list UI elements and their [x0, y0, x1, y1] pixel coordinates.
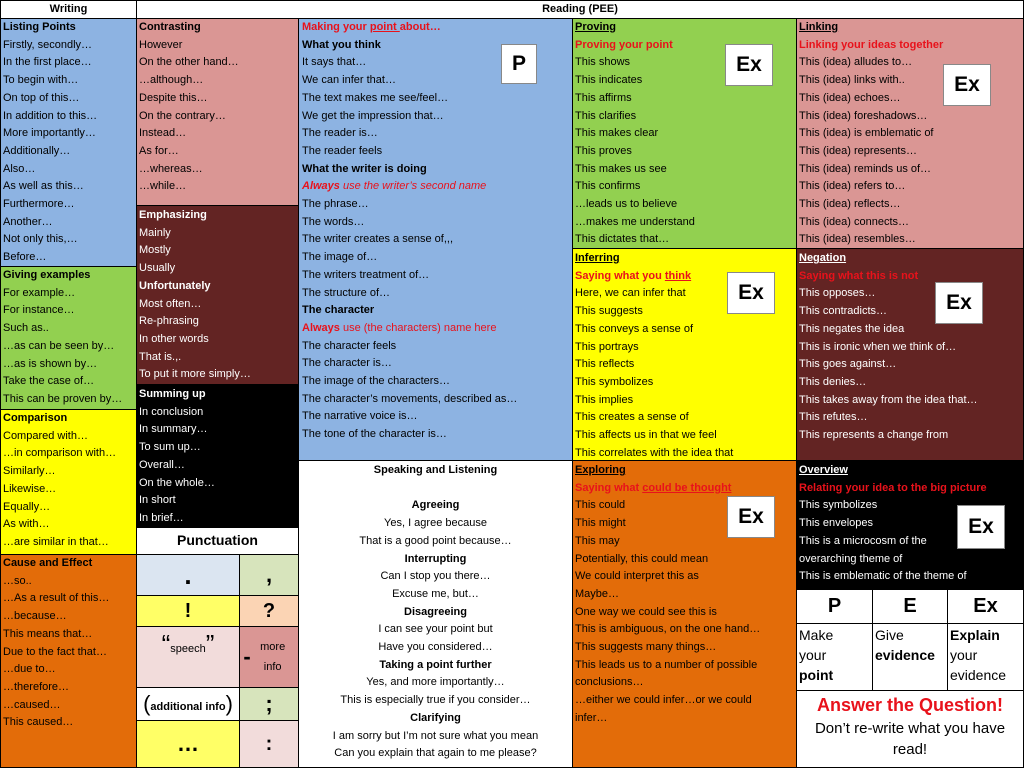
speech-word: speech	[170, 643, 206, 655]
exploring-subtitle: Saying what could be thought	[575, 481, 732, 494]
list-item: However	[139, 38, 183, 51]
list-item: Maybe…	[575, 587, 620, 600]
speech-cell	[136, 626, 240, 688]
list-item: The image of…	[302, 251, 378, 264]
list-item: In conclusion	[139, 405, 204, 418]
list-item: Compared with…	[3, 429, 88, 442]
list-item: This refutes…	[799, 411, 868, 424]
list-item: infer…	[575, 711, 608, 724]
list-item: The reader feels	[302, 144, 383, 157]
list-item: This leads us to a number of possible	[575, 658, 758, 671]
list-item: That is.,.	[139, 350, 182, 363]
list-item: This confirms	[575, 180, 641, 193]
ex-desc-line: your	[950, 647, 978, 663]
p-desc-line: Make	[799, 627, 834, 643]
list-item: conclusions…	[575, 676, 644, 689]
contrasting-title: Contrasting	[139, 21, 201, 33]
overview-panel	[796, 460, 1024, 590]
list-item: This can be proven by…	[3, 392, 123, 405]
summing-panel	[136, 384, 299, 528]
pee-p-desc	[796, 623, 873, 691]
list-item: Another…	[3, 215, 53, 228]
answer-panel	[796, 690, 1024, 768]
list-item: …so..	[3, 574, 32, 587]
point-panel	[298, 18, 573, 461]
inferring-title: Inferring	[575, 252, 620, 264]
negation-tag: Ex	[935, 282, 983, 324]
proving-title: Proving	[575, 21, 616, 33]
list-item: This dictates that…	[575, 233, 670, 246]
list-item: The narrative voice is…	[302, 410, 418, 423]
list-item: For example…	[3, 286, 76, 299]
list-item: …As a result of this…	[3, 592, 110, 605]
list-item: This (idea) resembles…	[799, 233, 916, 246]
list-item: Firstly, secondly…	[3, 38, 93, 51]
list-item: On the contrary…	[139, 109, 226, 122]
exploring-tag: Ex	[727, 496, 775, 538]
list-item: As for…	[139, 144, 179, 157]
list-item: The structure of…	[302, 286, 391, 299]
list-item: We could interpret this as	[575, 570, 699, 583]
list-item: This (idea) represents…	[799, 144, 917, 157]
comma-cell: ,	[239, 554, 299, 596]
list-item: To begin with…	[3, 74, 79, 87]
list-item: Also…	[3, 162, 36, 175]
list-item: This affects us in that we feel	[575, 429, 717, 442]
list-item: Mainly	[139, 226, 171, 239]
list-item: In other words	[139, 332, 209, 345]
list-item: Most often…	[139, 297, 202, 310]
list-item: …because…	[3, 610, 67, 623]
list-item: This clarifies	[575, 109, 637, 122]
point-title: Making your point about…	[302, 21, 441, 33]
list-item: We can infer that…	[302, 74, 396, 87]
answer-line: Don’t re-write what you have read!	[814, 720, 1006, 758]
list-item: This reflects	[575, 358, 635, 371]
list-item: This indicates	[575, 74, 643, 87]
phrase: Can you explain that again to me please?	[334, 747, 537, 760]
list-item: This portrays	[575, 340, 639, 353]
list-item: The reader is…	[302, 127, 378, 140]
inferring-panel	[572, 248, 797, 461]
dash-cell	[239, 626, 299, 688]
reading-header: Reading (PEE)	[136, 0, 1024, 19]
semicolon-cell: ;	[239, 687, 299, 721]
ex-desc-line: Explain	[950, 627, 1000, 643]
inferring-subtitle: Saying what you think	[575, 269, 692, 282]
list-item: This takes away from the idea that…	[799, 393, 978, 406]
list-item: This denies…	[799, 375, 867, 388]
list-item: This (idea) reminds us of…	[799, 162, 932, 175]
p-desc-line: your	[799, 647, 827, 663]
list-item: This goes against…	[799, 358, 897, 371]
list-item: More importantly…	[3, 127, 96, 140]
pee-p-header: P	[796, 589, 873, 624]
comparison-panel	[0, 409, 137, 555]
cause-effect-panel	[0, 554, 137, 768]
dash-mark: -	[243, 644, 251, 669]
list-item: Such as..	[3, 322, 49, 335]
interrupt-heading: Interrupting	[404, 552, 467, 565]
phrase: Have you considered…	[378, 641, 493, 654]
list-item: This affirms	[575, 91, 632, 104]
phrase: Yes, and more importantly…	[366, 676, 505, 689]
list-item: As with…	[3, 518, 50, 531]
answer-title: Answer the Question!	[816, 695, 1004, 715]
exploring-panel	[572, 460, 797, 768]
list-item: The text makes me see/feel…	[302, 91, 449, 104]
list-item: …therefore…	[3, 680, 70, 693]
listing-title: Listing Points	[3, 21, 76, 33]
pee-e-desc	[872, 623, 948, 691]
list-item: In summary…	[139, 423, 208, 436]
phrase: I can see your point but	[378, 623, 493, 636]
disagree-heading: Disagreeing	[404, 605, 467, 618]
list-item: This (idea) links with..	[799, 74, 905, 87]
list-item: Additionally…	[3, 144, 71, 157]
list-item: The character feels	[302, 339, 397, 352]
list-item: This might	[575, 517, 626, 530]
overview-title: Overview	[799, 464, 848, 476]
list-item: In short	[139, 494, 176, 507]
examples-title: Giving examples	[3, 269, 91, 281]
list-item: …whereas…	[139, 162, 203, 175]
dash-text: more info	[260, 641, 286, 673]
list-item: This (idea) connects…	[799, 215, 910, 228]
negation-panel	[796, 248, 1024, 461]
list-item: This envelopes	[799, 517, 873, 530]
phrase: Can I stop you there…	[380, 570, 491, 583]
list-item: This negates the idea	[799, 322, 905, 335]
phrase: This is especially true if you consider…	[340, 694, 531, 707]
examples-panel	[0, 266, 137, 410]
list-item: It says that…	[302, 56, 367, 69]
list-item: In the first place…	[3, 56, 92, 69]
point-subheading: The character	[302, 304, 375, 317]
list-item: Before…	[3, 251, 47, 264]
list-item: …as is shown by…	[3, 357, 98, 370]
list-item: …while…	[139, 180, 187, 193]
emphasizing-panel	[136, 205, 299, 385]
list-item: This conveys a sense of	[575, 322, 694, 335]
list-item: Here, we can infer that	[575, 287, 686, 300]
list-item: Overall…	[139, 458, 185, 471]
list-item: As well as this…	[3, 180, 84, 193]
list-item: Usually	[139, 262, 176, 275]
list-item: Due to the fact that…	[3, 645, 107, 658]
list-item: Not only this,…	[3, 233, 78, 246]
linking-panel	[796, 18, 1024, 249]
point-subheading: What you think	[302, 38, 381, 51]
list-item: …as can be seen by…	[3, 339, 115, 352]
list-item: This (idea) is emblematic of	[799, 127, 934, 140]
pee-ex-header: Ex	[947, 589, 1024, 624]
negation-subtitle: Saying what this is not	[799, 269, 919, 282]
clarify-heading: Clarifying	[410, 711, 461, 724]
list-item: This opposes…	[799, 287, 876, 300]
list-item: …leads us to believe	[575, 198, 678, 211]
list-item: This (idea) echoes…	[799, 91, 901, 104]
point-subheading: What the writer is doing	[302, 162, 427, 175]
list-item: …due to…	[3, 663, 56, 676]
cause-title: Cause and Effect	[3, 557, 93, 569]
list-item: overarching theme of	[799, 552, 903, 565]
point-tag: P	[501, 44, 537, 84]
list-item: This may	[575, 534, 620, 547]
list-item: In addition to this…	[3, 109, 98, 122]
proving-tag: Ex	[725, 44, 773, 86]
listing-points-panel	[0, 18, 137, 267]
list-item: The character’s movements, described as…	[302, 392, 518, 405]
list-item: Instead…	[139, 127, 187, 140]
list-item: This means that…	[3, 627, 93, 640]
speaking-panel	[298, 460, 573, 768]
negation-title: Negation	[799, 252, 847, 264]
list-item: This is ambiguous, on the one hand…	[575, 623, 761, 636]
list-item: This (idea) foreshadows…	[799, 109, 928, 122]
list-item: This represents a change from	[799, 429, 949, 442]
list-item: …are similar in that…	[3, 535, 109, 548]
emphasizing-subtitle: Unfortunately	[139, 279, 211, 292]
list-item: Take the case of…	[3, 375, 95, 388]
paren-open: (	[143, 691, 151, 716]
list-item: The phrase…	[302, 198, 369, 211]
list-item: This (idea) alludes to…	[799, 56, 913, 69]
list-item: This could	[575, 499, 626, 512]
agree-heading: Agreeing	[411, 499, 460, 512]
list-item: On the whole…	[139, 476, 215, 489]
linking-tag: Ex	[943, 64, 991, 106]
list-item: In brief…	[139, 511, 184, 524]
emphasizing-title: Emphasizing	[139, 209, 207, 221]
parentheses-cell	[136, 687, 240, 721]
list-item: This suggests many things…	[575, 641, 717, 654]
linking-subtitle: Linking your ideas together	[799, 38, 944, 51]
list-item: To put it more simply…	[139, 368, 251, 381]
writing-header: Writing	[0, 0, 137, 19]
exclaim-cell: !	[136, 595, 240, 627]
quote-open: “	[161, 629, 171, 659]
list-item: The words…	[302, 215, 365, 228]
list-item: This correlates with the idea that	[575, 446, 734, 459]
list-item: The image of the characters…	[302, 375, 450, 388]
proving-subtitle: Proving your point	[575, 38, 673, 51]
list-item: This makes us see	[575, 162, 667, 175]
question-cell: ?	[239, 595, 299, 627]
list-item: This proves	[575, 144, 632, 157]
list-item: This is a microcosm of the	[799, 534, 927, 547]
further-heading: Taking a point further	[379, 658, 492, 671]
list-item: This is emblematic of the theme of	[799, 570, 967, 583]
list-item: Mostly	[139, 244, 171, 257]
list-item: This caused…	[3, 716, 74, 729]
quote-close: ”	[205, 629, 215, 659]
e-desc-line: Give	[875, 627, 904, 643]
colon-cell: :	[239, 720, 299, 768]
list-item: This suggests	[575, 305, 643, 318]
list-item: This implies	[575, 393, 634, 406]
phrase: That is a good point because…	[359, 534, 512, 547]
list-item: We get the impression that…	[302, 109, 444, 122]
paren-close: )	[225, 691, 233, 716]
writer-note: Always use the writer’s second name	[302, 180, 487, 193]
full-stop-cell: .	[136, 554, 240, 596]
list-item: This contradicts…	[799, 305, 888, 318]
ex-desc-line: evidence	[950, 667, 1007, 683]
list-item: Despite this…	[139, 91, 208, 104]
ellipsis-cell: …	[136, 720, 240, 768]
linking-title: Linking	[799, 21, 839, 33]
pee-ex-desc	[947, 623, 1024, 691]
comparison-title: Comparison	[3, 412, 68, 424]
proving-panel	[572, 18, 797, 249]
list-item: …in comparison with…	[3, 447, 117, 460]
list-item: Similarly…	[3, 465, 56, 478]
list-item: On the other hand…	[139, 56, 239, 69]
list-item: Re-phrasing	[139, 315, 199, 328]
list-item: This creates a sense of	[575, 411, 689, 424]
punctuation-title: Punctuation	[136, 527, 299, 555]
overview-subtitle: Relating your idea to the big picture	[799, 481, 987, 494]
pee-e-header: E	[872, 589, 948, 624]
summing-title: Summing up	[139, 388, 206, 400]
speaking-title: Speaking and Listening	[373, 464, 498, 476]
list-item: This makes clear	[575, 127, 659, 140]
overview-tag: Ex	[957, 505, 1005, 549]
list-item: …makes me understand	[575, 215, 695, 228]
paren-text: additional info	[150, 701, 226, 713]
phrase: Excuse me, but…	[392, 587, 479, 600]
list-item: The character is…	[302, 357, 392, 370]
list-item: This is ironic when we think of…	[799, 340, 957, 353]
list-item: This symbolizes	[799, 499, 878, 512]
character-note: Always use (the characters) name here	[302, 321, 497, 334]
list-item: Equally…	[3, 500, 51, 513]
phrase: Yes, I agree because	[384, 517, 487, 530]
list-item: …either we could infer…or we could	[575, 694, 752, 707]
p-desc-line: point	[799, 667, 834, 683]
list-item: This (idea) refers to…	[799, 180, 906, 193]
listing-list	[1, 19, 136, 267]
contrasting-panel	[136, 18, 299, 206]
inferring-tag: Ex	[727, 272, 775, 314]
list-item: …although…	[139, 74, 204, 87]
list-item: This shows	[575, 56, 631, 69]
list-item: One way we could see this is	[575, 605, 717, 618]
list-item: This symbolizes	[575, 375, 654, 388]
list-item: On top of this…	[3, 91, 80, 104]
list-item: Furthermore…	[3, 198, 75, 211]
list-item: The writers treatment of…	[302, 268, 430, 281]
list-item: …caused…	[3, 698, 61, 711]
list-item: This (idea) reflects…	[799, 198, 901, 211]
list-item: Potentially, this could mean	[575, 552, 709, 565]
phrase: I am sorry but I’m not sure what you mean	[332, 729, 539, 742]
list-item: To sum up…	[139, 441, 201, 454]
e-desc-line: evidence	[875, 647, 935, 663]
list-item: The writer creates a sense of,,,	[302, 233, 454, 246]
list-item: Likewise…	[3, 482, 57, 495]
list-item: For instance…	[3, 304, 75, 317]
list-item: The tone of the character is…	[302, 428, 447, 441]
exploring-title: Exploring	[575, 464, 626, 476]
